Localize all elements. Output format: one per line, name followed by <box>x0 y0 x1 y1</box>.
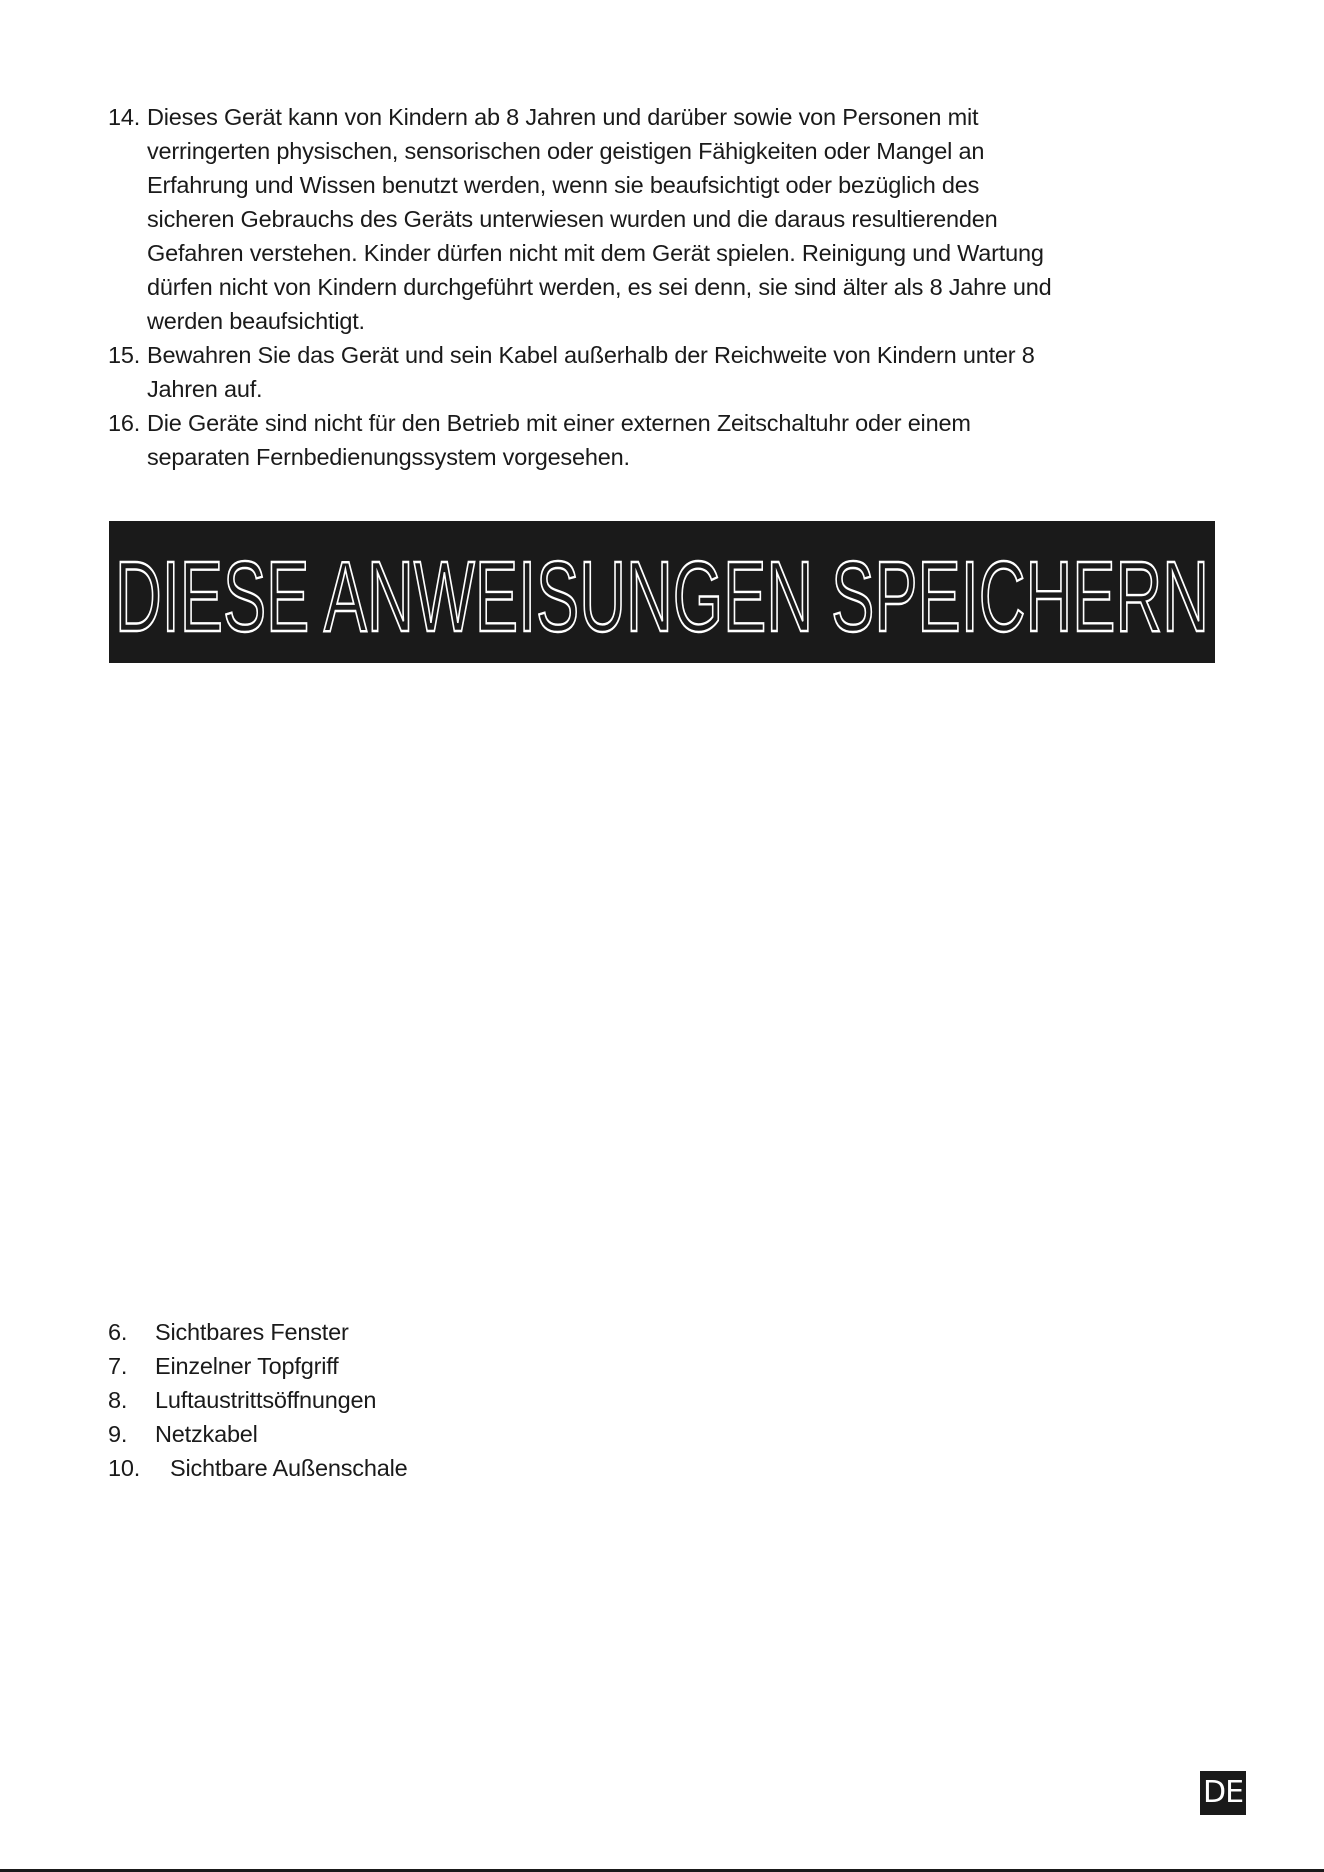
banner-svg <box>109 521 1215 663</box>
instruction-line: verringerten physischen, sensorischen oder geistigen Fähigkeiten oder Mangel an <box>147 138 985 164</box>
banner-heading: DIESE ANWEISUNGEN SPEICHERN <box>115 541 1209 653</box>
instruction-line: Jahren auf. <box>147 376 263 402</box>
instruction-line: Die Geräte sind nicht für den Betrieb mit einer externen Zeitschaltuhr oder einem <box>147 410 971 436</box>
part-label: Einzelner Topfgriff <box>155 1353 339 1379</box>
language-badge: DE <box>1200 1771 1246 1815</box>
instruction-item-16 <box>108 406 1168 474</box>
part-number: 10. <box>108 1455 141 1481</box>
part-number: 6. <box>108 1319 128 1345</box>
parts-list-item <box>108 1315 407 1349</box>
instruction-line: werden beaufsichtigt. <box>147 308 365 334</box>
parts-list-item <box>108 1349 407 1383</box>
safety-instructions-list <box>108 100 1168 474</box>
instruction-number: 15. <box>108 342 141 368</box>
instruction-line: Gefahren verstehen. Kinder dürfen nicht mit dem Gerät spielen. Reinigung und Wartung <box>147 240 1044 266</box>
part-number: 7. <box>108 1353 128 1379</box>
instruction-line: Bewahren Sie das Gerät und sein Kabel außerhalb der Reichweite von Kindern unter 8 <box>147 342 1035 368</box>
instruction-line: Erfahrung und Wissen benutzt werden, wenn sie beaufsichtigt oder bezüglich des <box>147 172 980 198</box>
save-instructions-banner <box>109 521 1215 663</box>
parts-list-item <box>108 1417 407 1451</box>
part-label: Sichtbare Außenschale <box>170 1455 408 1481</box>
instruction-line: separaten Fernbedienungssystem vorgesehen. <box>147 444 630 470</box>
part-label: Sichtbares Fenster <box>155 1319 349 1345</box>
instruction-line: dürfen nicht von Kindern durchgeführt werden, es sei denn, sie sind älter als 8 Jahre und <box>147 274 1052 300</box>
instruction-number: 14. <box>108 104 141 130</box>
parts-list-item <box>108 1383 407 1417</box>
parts-list <box>108 1315 407 1485</box>
instruction-line: Dieses Gerät kann von Kindern ab 8 Jahren und darüber sowie von Personen mit <box>147 104 979 130</box>
part-label: Luftaustrittsöffnungen <box>155 1387 377 1413</box>
parts-list-item <box>108 1451 407 1485</box>
part-number: 8. <box>108 1387 128 1413</box>
instruction-item-15 <box>108 338 1168 406</box>
part-number: 9. <box>108 1421 128 1447</box>
instruction-line: sicheren Gebrauchs des Geräts unterwiesen wurden und die daraus resultierenden <box>147 206 998 232</box>
instruction-number: 16. <box>108 410 141 436</box>
instruction-item-14 <box>108 100 1168 338</box>
part-label: Netzkabel <box>155 1421 258 1447</box>
